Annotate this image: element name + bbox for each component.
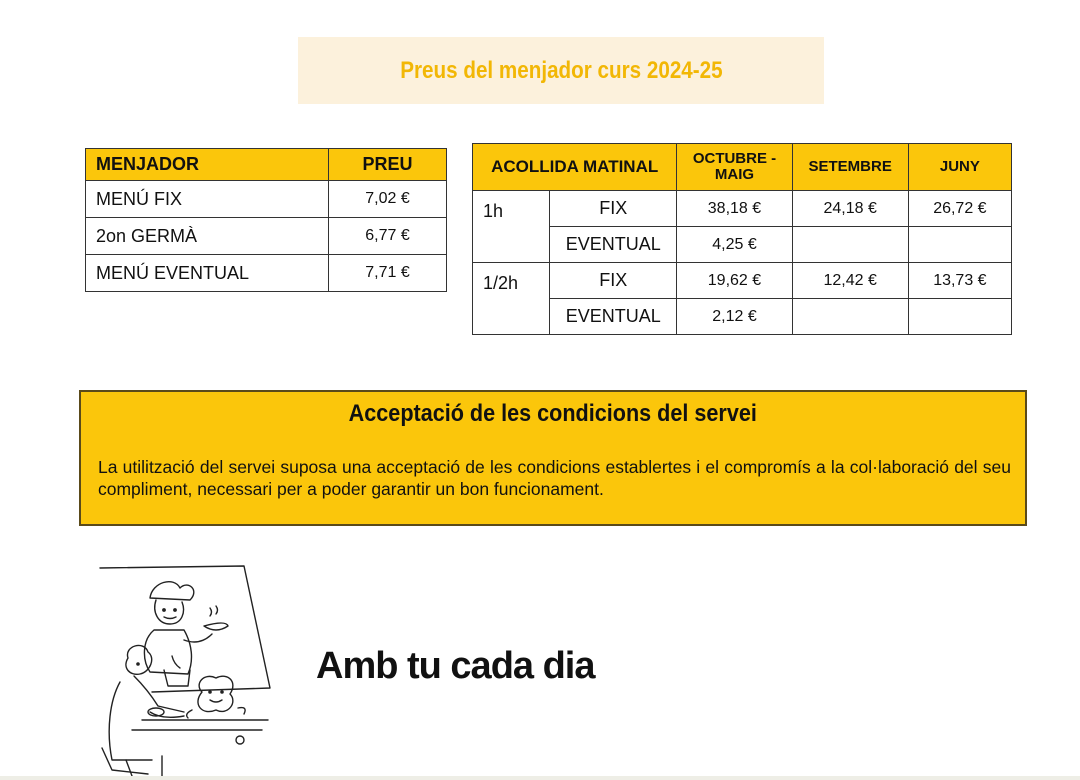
title-banner xyxy=(298,37,824,104)
table-row xyxy=(86,255,447,292)
table-row xyxy=(86,181,447,218)
conditions-heading xyxy=(81,400,1025,428)
type-cell: EVENTUAL xyxy=(550,299,677,335)
type-cell: FIX xyxy=(550,263,677,299)
table-row xyxy=(473,227,1012,263)
empty-cell xyxy=(908,299,1011,335)
price-octubre-maig: 19,62 € xyxy=(677,263,792,299)
acollida-price-table xyxy=(472,143,1012,335)
type-cell: EVENTUAL xyxy=(550,227,677,263)
menjador-price-table xyxy=(85,148,447,292)
table-row xyxy=(473,191,1012,227)
row-price: 7,71 € xyxy=(329,255,447,292)
column-header-octubre-maig: OCTUBRE - MAIG xyxy=(677,144,792,191)
empty-cell xyxy=(792,299,908,335)
conditions-text: La utilització del servei suposa una acceptació de les condicions establertes i el compromís a la col·laboració del seu compliment, necessari per a poder garantir un bon funcionament. xyxy=(98,457,1011,499)
row-price: 6,77 € xyxy=(329,218,447,255)
row-label: 2on GERMÀ xyxy=(86,218,329,255)
conditions-box xyxy=(79,390,1027,526)
table-row xyxy=(473,263,1012,299)
column-header-menjador: MENJADOR xyxy=(86,149,329,181)
row-label: MENÚ FIX xyxy=(86,181,329,218)
price-juny: 26,72 € xyxy=(908,191,1011,227)
column-header-juny: JUNY xyxy=(908,144,1011,191)
row-price: 7,02 € xyxy=(329,181,447,218)
duration-cell: 1/2h xyxy=(473,263,550,335)
slogan: Amb tu cada dia xyxy=(316,645,595,687)
page-title: Preus del menjador curs 2024-25 xyxy=(399,56,723,84)
table-row xyxy=(473,299,1012,335)
column-header-preu: PREU xyxy=(329,149,447,181)
duration-cell: 1h xyxy=(473,191,550,263)
price-octubre-maig: 38,18 € xyxy=(677,191,792,227)
row-label: MENÚ EVENTUAL xyxy=(86,255,329,292)
empty-cell xyxy=(792,227,908,263)
cooking-family-illustration xyxy=(92,560,277,780)
empty-cell xyxy=(908,227,1011,263)
price-juny: 13,73 € xyxy=(908,263,1011,299)
type-cell: FIX xyxy=(550,191,677,227)
price-setembre: 24,18 € xyxy=(792,191,908,227)
conditions-heading-text: Acceptació de les condicions del servei xyxy=(348,400,758,427)
price-setembre: 12,42 € xyxy=(792,263,908,299)
column-header-setembre: SETEMBRE xyxy=(792,144,908,191)
table-row xyxy=(86,218,447,255)
price-octubre-maig: 2,12 € xyxy=(677,299,792,335)
column-header-acollida: ACOLLIDA MATINAL xyxy=(473,144,677,191)
price-octubre-maig: 4,25 € xyxy=(677,227,792,263)
table-header-row xyxy=(86,149,447,181)
bottom-divider xyxy=(0,776,1080,780)
table-header-row xyxy=(473,144,1012,191)
